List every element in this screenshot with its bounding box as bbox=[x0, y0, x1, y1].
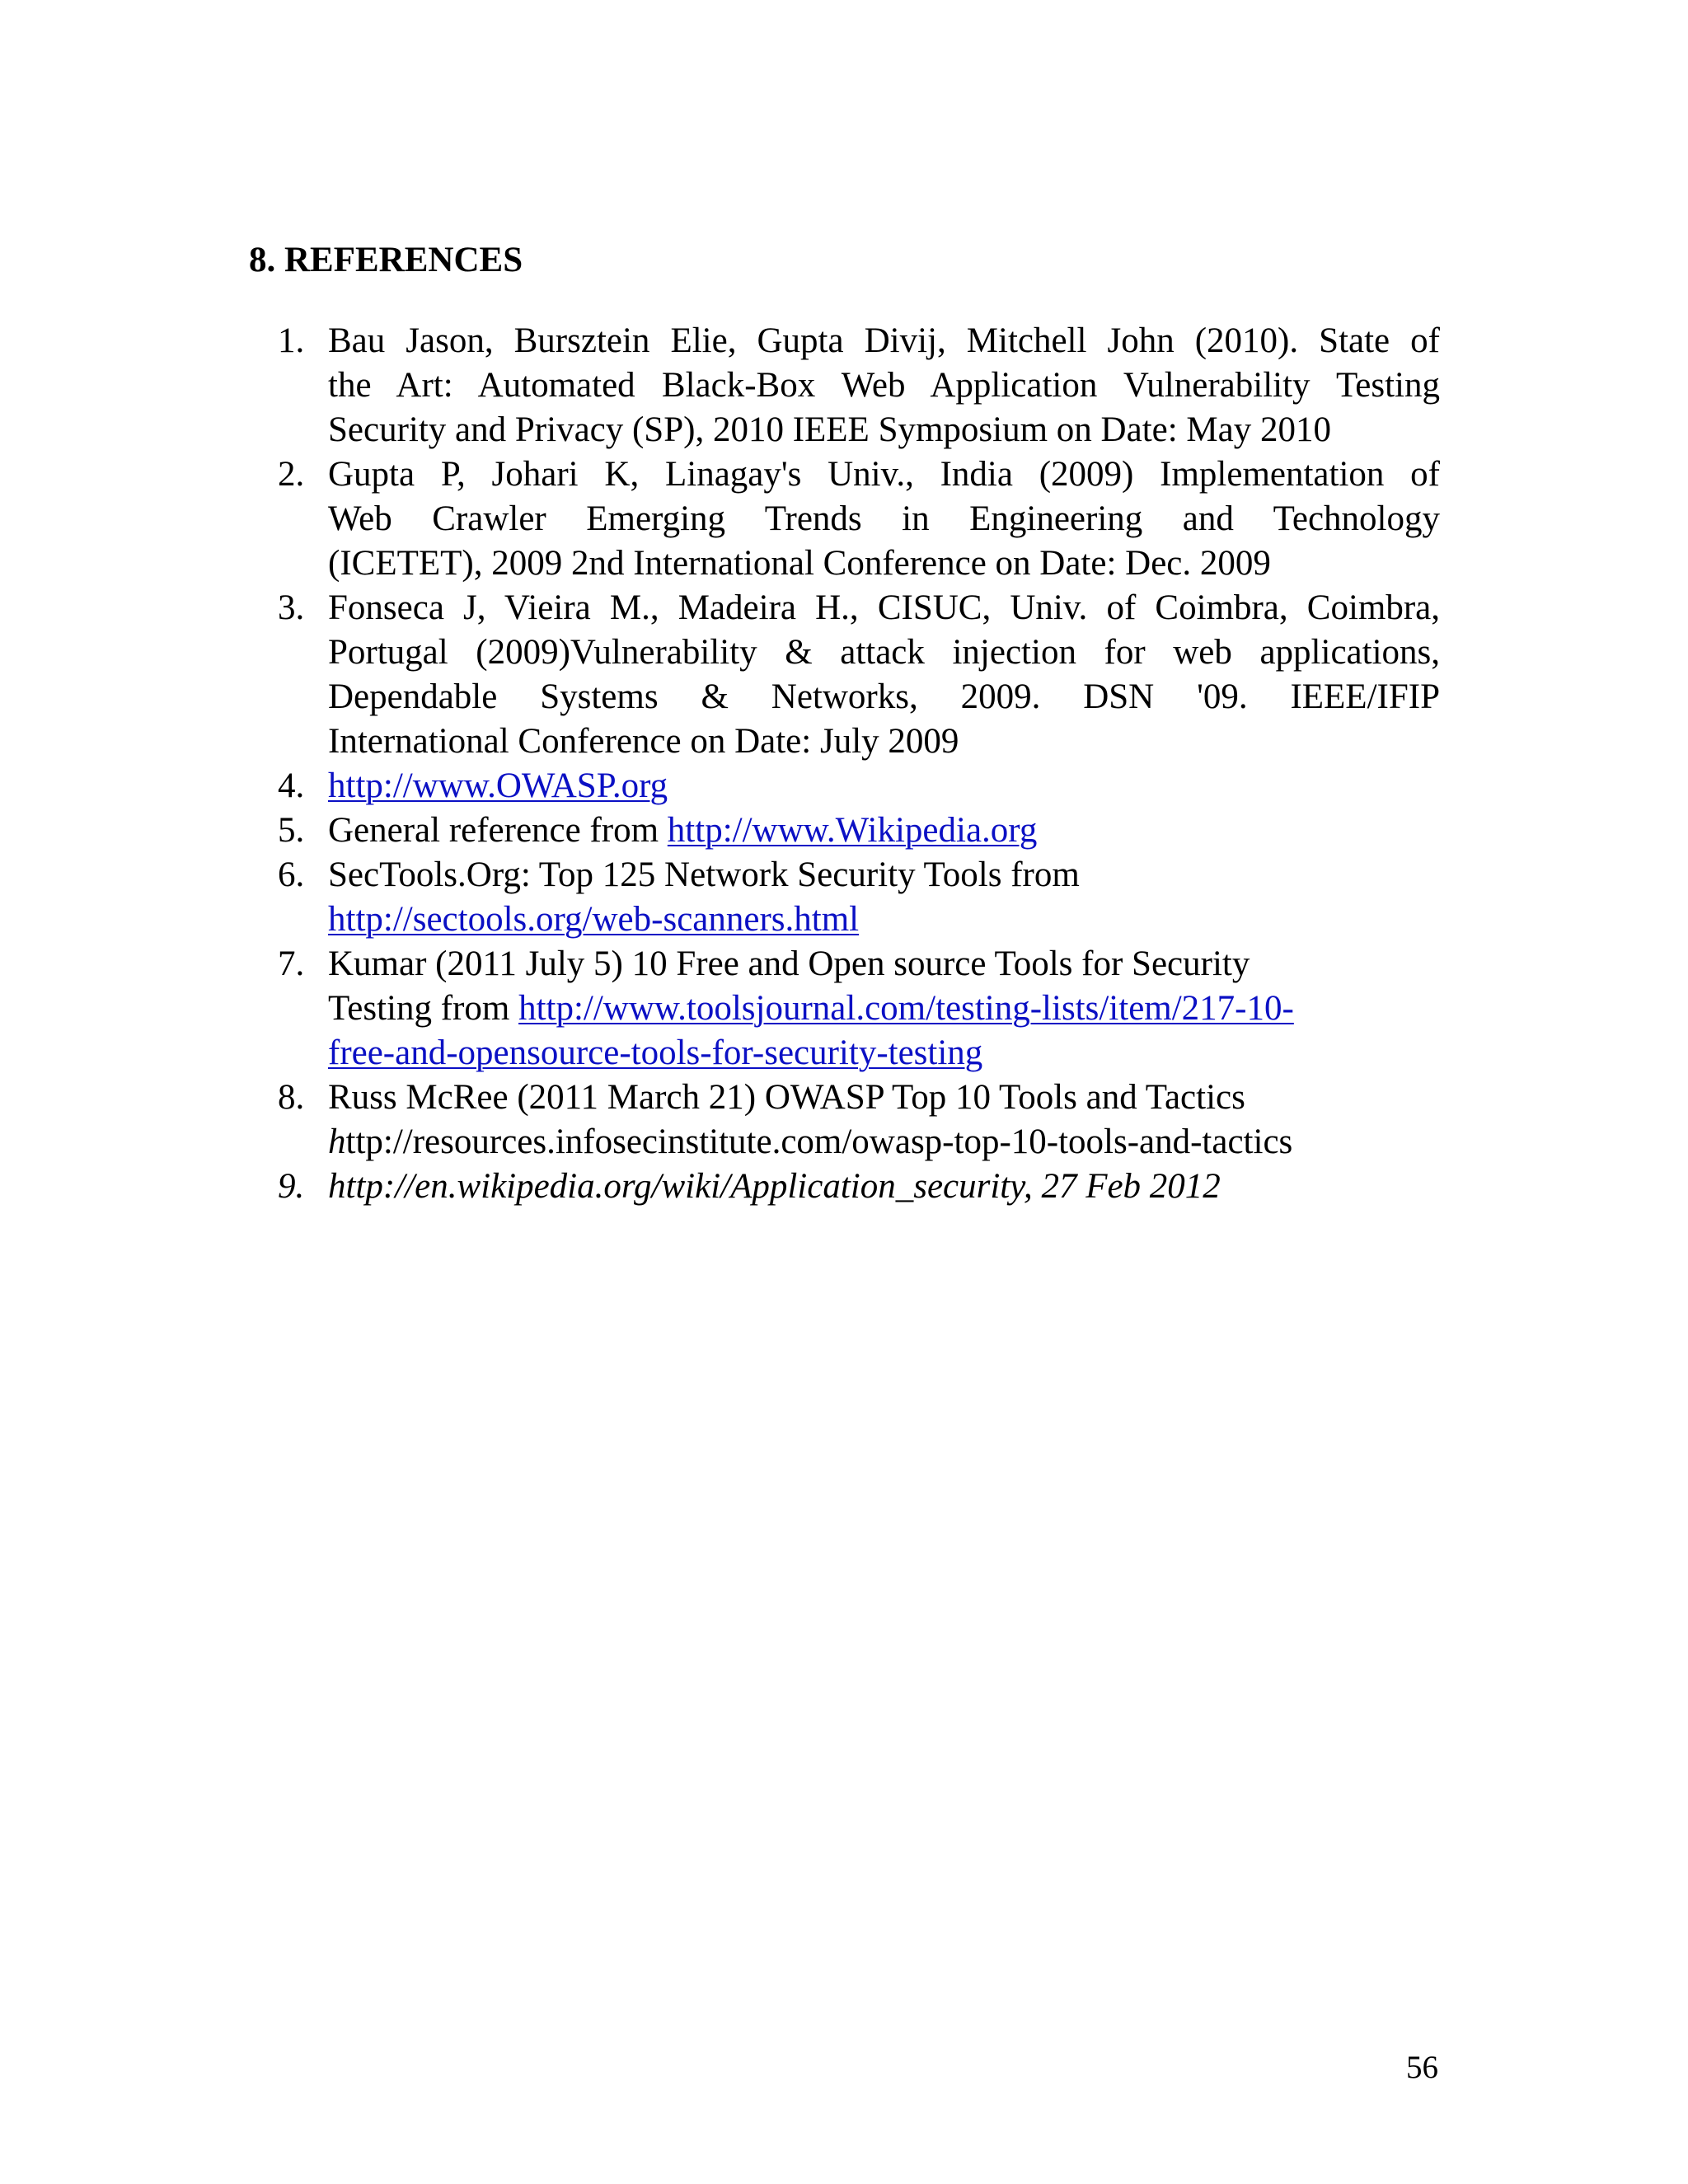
toolsjournal-link[interactable]: http://www.toolsjournal.com/testing-lists/item/217-10- bbox=[518, 989, 1294, 1028]
reference-line: Portugal (2009)Vulnerability & attack injection for web applications, bbox=[328, 633, 1440, 672]
reference-text bbox=[328, 319, 1440, 452]
reference-line: http://en.wikipedia.org/wiki/Application_security, 27 Feb 2012 bbox=[328, 1167, 1221, 1206]
reference-line: Bau Jason, Bursztein Elie, Gupta Divij, Mitchell John (2010). State of bbox=[328, 321, 1440, 360]
owasp-link[interactable]: http://www.OWASP.org bbox=[328, 766, 668, 805]
reference-item-3 bbox=[0, 586, 1688, 764]
reference-list bbox=[0, 319, 1688, 1209]
reference-line: Web Crawler Emerging Trends in Engineering and Technology bbox=[328, 499, 1440, 538]
reference-prefix-text: Testing from bbox=[328, 989, 519, 1028]
reference-line: (ICETET), 2009 2nd International Conference on Date: Dec. 2009 bbox=[328, 544, 1271, 583]
wikipedia-link[interactable]: http://www.Wikipedia.org bbox=[667, 811, 1038, 850]
reference-text bbox=[328, 942, 1440, 1076]
reference-item-8 bbox=[0, 1076, 1688, 1165]
reference-number: 9. bbox=[278, 1167, 305, 1206]
reference-number: 6. bbox=[278, 855, 305, 894]
reference-item-9 bbox=[0, 1165, 1688, 1209]
reference-text bbox=[328, 1076, 1440, 1165]
section-heading: 8. REFERENCES bbox=[249, 241, 523, 279]
reference-text bbox=[328, 1165, 1440, 1209]
reference-line: the Art: Automated Black-Box Web Application Vulnerability Testing bbox=[328, 366, 1440, 405]
reference-text bbox=[328, 452, 1440, 586]
sectools-link[interactable]: http://sectools.org/web-scanners.html bbox=[328, 900, 860, 939]
reference-line: Dependable Systems & Networks, 2009. DSN '09. IEEE/IFIP bbox=[328, 677, 1440, 716]
reference-prefix-text: General reference from bbox=[328, 811, 668, 850]
reference-text bbox=[328, 808, 1440, 853]
reference-text bbox=[328, 764, 1440, 808]
reference-number: 5. bbox=[278, 811, 305, 850]
reference-line: Russ McRee (2011 March 21) OWASP Top 10 Tools and Tactics bbox=[328, 1078, 1245, 1117]
reference-line: Gupta P, Johari K, Linagay's Univ., India (2009) Implementation of bbox=[328, 455, 1440, 494]
reference-line: Security and Privacy (SP), 2010 IEEE Symposium on Date: May 2010 bbox=[328, 410, 1331, 449]
reference-item-1 bbox=[0, 319, 1688, 452]
reference-item-7 bbox=[0, 942, 1688, 1076]
reference-number: 3. bbox=[278, 588, 305, 627]
infosec-url-text: ttp://resources.infosecinstitute.com/owasp-top-10-tools-and-tactics bbox=[345, 1122, 1293, 1161]
toolsjournal-link-continued[interactable]: free-and-opensource-tools-for-security-testing bbox=[328, 1033, 983, 1072]
reference-number: 2. bbox=[278, 455, 305, 494]
reference-line: Fonseca J, Vieira M., Madeira H., CISUC, Univ. of Coimbra, Coimbra, bbox=[328, 588, 1440, 627]
reference-number: 4. bbox=[278, 766, 305, 805]
page-number: 56 bbox=[1406, 2050, 1438, 2085]
reference-line: Kumar (2011 July 5) 10 Free and Open source Tools for Security bbox=[328, 944, 1250, 983]
reference-item-2 bbox=[0, 452, 1688, 586]
reference-text bbox=[328, 853, 1440, 942]
reference-number: 7. bbox=[278, 944, 305, 983]
italic-letter: h bbox=[328, 1122, 346, 1161]
reference-item-6 bbox=[0, 853, 1688, 942]
reference-text bbox=[328, 586, 1440, 764]
reference-line: SecTools.Org: Top 125 Network Security Tools from bbox=[328, 855, 1080, 894]
reference-number: 1. bbox=[278, 321, 305, 360]
reference-item-4 bbox=[0, 764, 1688, 808]
reference-line: International Conference on Date: July 2009 bbox=[328, 722, 959, 761]
reference-item-5 bbox=[0, 808, 1688, 853]
reference-number: 8. bbox=[278, 1078, 305, 1117]
